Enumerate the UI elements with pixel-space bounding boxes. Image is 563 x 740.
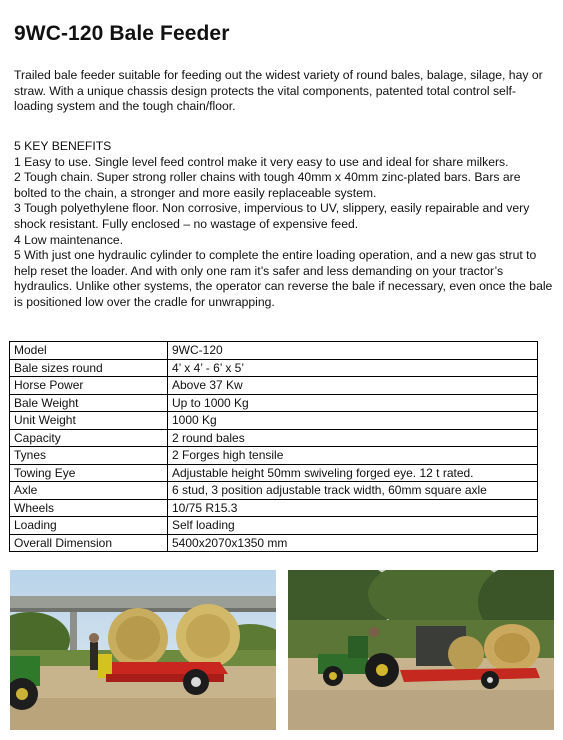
spec-value: 4’ x 4’ - 6’ x 5’ [168, 359, 538, 377]
spec-value: 2 round bales [168, 429, 538, 447]
spec-key: Overall Dimension [10, 534, 168, 552]
benefits-heading: 5 KEY BENEFITS [14, 139, 112, 153]
spec-key: Capacity [10, 429, 168, 447]
spec-key: Axle [10, 482, 168, 500]
table-row [10, 482, 538, 500]
table-row [10, 534, 538, 552]
spec-value: 9WC-120 [168, 342, 538, 360]
spec-key: Model [10, 342, 168, 360]
spec-key: Unit Weight [10, 412, 168, 430]
benefit-item-5: 5 With just one hydraulic cylinder to complete the entire loading operation, and a new gas strut to help reset the loader. And with only one ram it’s safer and less demanding on your tractor’s hydraulics. Unlike other systems, the operator can reverse the bale if necessary, even once the bale is positioned low over the cradle for unwrapping. [14, 248, 553, 309]
photo-tractor-towing-feeder [288, 570, 554, 730]
spec-value: 6 stud, 3 position adjustable track width, 60mm square axle [168, 482, 538, 500]
photo-bale-feeder-loading-image [10, 570, 276, 730]
table-row [10, 464, 538, 482]
page-title: 9WC-120 Bale Feeder [14, 22, 230, 45]
benefit-item-4: 4 Low maintenance. [14, 232, 124, 247]
benefits-section [14, 139, 556, 311]
table-row [10, 359, 538, 377]
spec-table [9, 341, 538, 552]
spec-value: 2 Forges high tensile [168, 447, 538, 465]
table-row [10, 517, 538, 535]
table-row [10, 412, 538, 430]
spec-key: Bale Weight [10, 394, 168, 412]
intro-text: Trailed bale feeder suitable for feeding out the widest variety of round bales, balage, silage, hay or straw. With a unique chassis design protects the vital components, patented total control self-loading system and the tough chain/floor. [14, 68, 543, 114]
table-row [10, 377, 538, 395]
spec-value: Adjustable height 50mm swiveling forged eye. 12 t rated. [168, 464, 538, 482]
benefit-item-1: 1 Easy to use. Single level feed control make it very easy to use and ideal for share milkers. [14, 154, 509, 169]
photo-bale-feeder-loading [10, 570, 276, 730]
spec-value: 1000 Kg [168, 412, 538, 430]
table-row [10, 447, 538, 465]
spec-value: 5400x2070x1350 mm [168, 534, 538, 552]
spec-key: Towing Eye [10, 464, 168, 482]
benefit-item-3: 3 Tough polyethylene floor. Non corrosive, impervious to UV, slippery, easily repairable and very shock resistant. Fully enclosed – no wastage of expensive feed. [14, 201, 530, 231]
table-row [10, 394, 538, 412]
table-row [10, 342, 538, 360]
spec-key: Wheels [10, 499, 168, 517]
photo-tractor-towing-feeder-image [288, 570, 554, 730]
table-row [10, 429, 538, 447]
spec-key: Horse Power [10, 377, 168, 395]
spec-value: Above 37 Kw [168, 377, 538, 395]
spec-key: Loading [10, 517, 168, 535]
spec-value: Self loading [168, 517, 538, 535]
spec-value: 10/75 R15.3 [168, 499, 538, 517]
spec-value: Up to 1000 Kg [168, 394, 538, 412]
spec-key: Bale sizes round [10, 359, 168, 377]
benefit-item-2: 2 Tough chain. Super strong roller chains with tough 40mm x 40mm zinc-plated bars. Bars are bolted to the chain, a stronger and more easily replaceable system. [14, 170, 521, 200]
table-row [10, 499, 538, 517]
spec-key: Tynes [10, 447, 168, 465]
intro-paragraph [14, 68, 554, 115]
